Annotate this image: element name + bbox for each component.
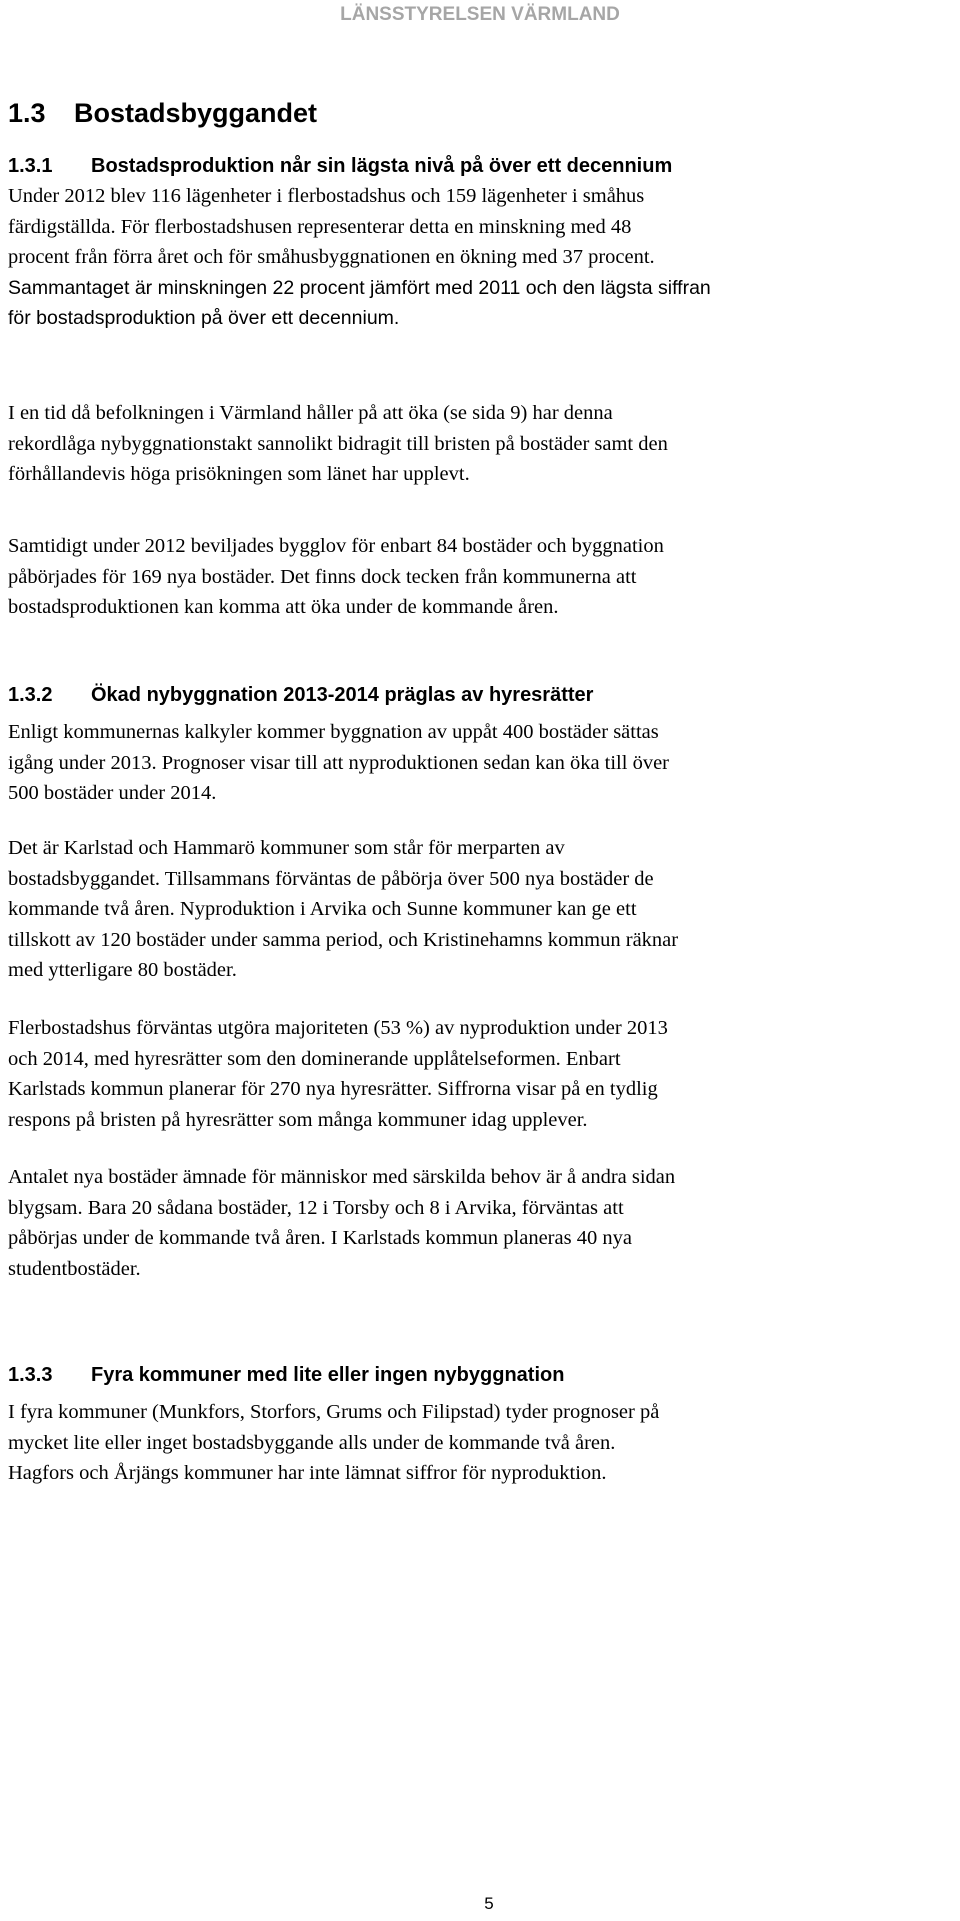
text-line: I en tid då befolkningen i Värmland håller på att öka (se sida 9) har denna xyxy=(8,402,613,424)
paragraph xyxy=(8,531,958,623)
text-line: blygsam. Bara 20 sådana bostäder, 12 i Torsby och 8 i Arvika, förväntas att xyxy=(8,1196,624,1219)
text-line: Det är Karlstad och Hammarö kommuner som står för merparten av xyxy=(8,837,565,859)
text-line: I fyra kommuner (Munkfors, Storfors, Grums och Filipstad) tyder prognoser på xyxy=(8,1401,660,1423)
section-number: 1.3 xyxy=(8,98,46,128)
text-line: Under 2012 blev 116 lägenheter i flerbostadshus och 159 lägenheter i småhus xyxy=(8,185,645,207)
paragraph xyxy=(8,181,958,334)
text-line: Flerbostadshus förväntas utgöra majoriteten (53 %) av nyproduktion under 2013 xyxy=(8,1017,668,1039)
text-line: mycket lite eller inget bostadsbyggande alls under de kommande två åren. xyxy=(8,1431,616,1454)
text-line: tillskott av 120 bostäder under samma period, och Kristinehamns kommun räknar xyxy=(8,928,679,951)
text-line: kommande två åren. Nyproduktion i Arvika och Sunne kommuner kan ge ett xyxy=(8,898,637,920)
text-line: Hagfors och Årjängs kommuner har inte lämnat siffror för nyproduktion. xyxy=(8,1462,607,1484)
section-heading xyxy=(8,96,317,130)
text-line: och 2014, med hyresrätter som den dominerande upplåtelseformen. Enbart xyxy=(8,1047,621,1070)
text-line: rekordlåga nybyggnationstakt sannolikt bidragit till bristen på bostäder samt den xyxy=(8,432,668,455)
text-line: förhållandevis höga prisökningen som länet har upplevt. xyxy=(8,463,470,485)
text-line: Samtidigt under 2012 beviljades bygglov för enbart 84 bostäder och byggnation xyxy=(8,535,664,557)
paragraph xyxy=(8,1013,958,1135)
text-line: påbörjas under de kommande två åren. I Karlstads kommun planeras 40 nya xyxy=(8,1227,632,1249)
text-line: Antalet nya bostäder ämnade för människor med särskilda behov är å andra sidan xyxy=(8,1166,676,1188)
text-line: 500 bostäder under 2014. xyxy=(8,782,217,804)
text-line: påbörjades för 169 nya bostäder. Det finns dock tecken från kommunerna att xyxy=(8,565,637,588)
subsection-title: Ökad nybyggnation 2013-2014 präglas av hyresrätter xyxy=(91,684,594,706)
text-line: igång under 2013. Prognoser visar till att nyproduktionen sedan kan öka till över xyxy=(8,751,669,774)
section-title: Bostadsbyggandet xyxy=(74,98,318,128)
text-line: studentbostäder. xyxy=(8,1257,141,1280)
text-line: bostadsproduktionen kan komma att öka under de kommande åren. xyxy=(8,596,559,618)
subsection-number: 1.3.3 xyxy=(8,1364,53,1386)
subsection-title: Bostadsproduktion når sin lägsta nivå på över ett decennium xyxy=(91,155,673,177)
paragraph xyxy=(8,833,958,986)
text-line: respons på bristen på hyresrätter som många kommuner idag upplever. xyxy=(8,1108,588,1131)
text-line: färdigställda. För flerbostadshusen representerar detta en minskning med 48 xyxy=(8,215,632,238)
subsection-heading-3 xyxy=(8,1362,564,1388)
text-line: Enligt kommunernas kalkyler kommer byggnation av uppåt 400 bostäder sättas xyxy=(8,721,659,743)
document-header: LÄNSSTYRELSEN VÄRMLAND xyxy=(340,4,620,25)
subsection-heading-1 xyxy=(8,153,672,179)
subsection-title: Fyra kommuner med lite eller ingen nybyggnation xyxy=(91,1364,565,1386)
subsection-heading-2 xyxy=(8,682,593,708)
text-line: med ytterligare 80 bostäder. xyxy=(8,959,237,981)
text-line: procent från förra året och för småhusbyggnationen en ökning med 37 procent. xyxy=(8,246,655,268)
text-line: bostadsbyggandet. Tillsammans förväntas de påbörja över 500 nya bostäder de xyxy=(8,867,654,890)
text-line: Karlstads kommun planerar för 270 nya hyresrätter. Siffrorna visar på en tydlig xyxy=(8,1078,658,1100)
subsection-number: 1.3.2 xyxy=(8,684,53,706)
paragraph xyxy=(8,398,958,490)
text-line: Sammantaget är minskningen 22 procent jämfört med 2011 och den lägsta siffran xyxy=(8,276,711,299)
paragraph xyxy=(8,717,958,809)
subsection-number: 1.3.1 xyxy=(8,155,53,177)
text-line: för bostadsproduktion på över ett decennium. xyxy=(8,307,400,329)
page-number: 5 xyxy=(484,1894,494,1913)
paragraph xyxy=(8,1397,958,1489)
paragraph xyxy=(8,1162,958,1284)
